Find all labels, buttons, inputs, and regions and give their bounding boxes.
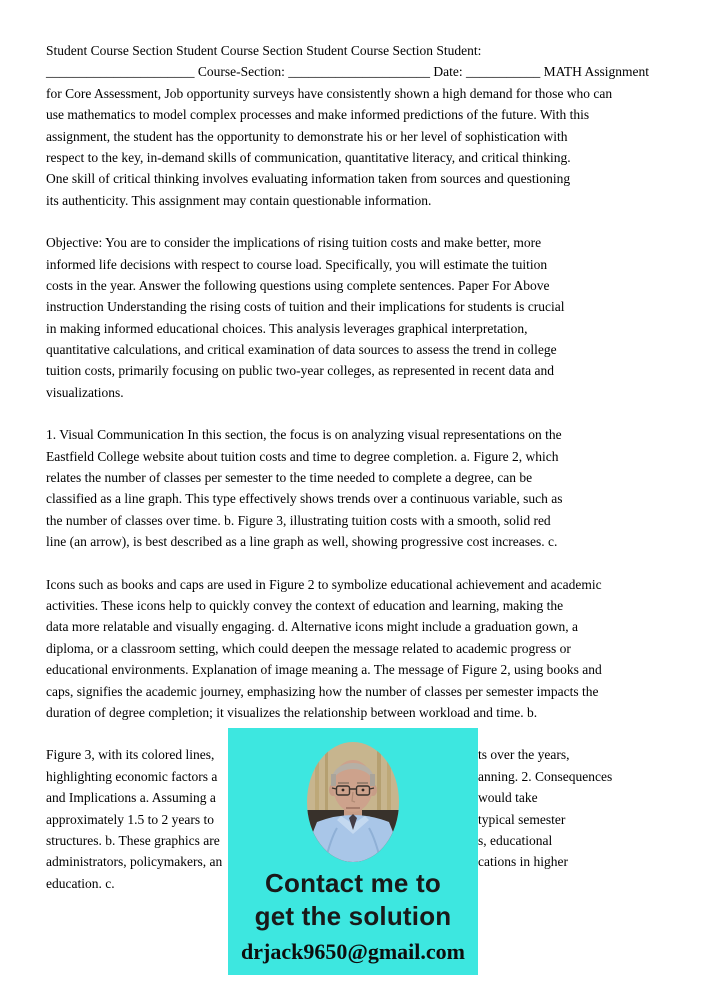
text-line: duration of degree completion; it visualizes the relationship between workload and time. b. [46,704,538,720]
paragraph-4 [46,574,708,724]
paragraph-1 [46,40,708,211]
text-line: Icons such as books and caps are used in Figure 2 to symbolize educational achievement and academic [46,576,602,592]
overlay-title-line2: get the solution [254,901,452,931]
text-fragment-left: highlighting economic factors a [46,768,218,784]
text-fragment-left: Figure 3, with its colored lines, [46,747,215,763]
text-line: activities. These icons help to quickly convey the context of education and learning, making the [46,597,564,613]
text-line: instruction Understanding the rising costs of tuition and their implications for students is crucial [46,299,565,315]
text-line: its authenticity. This assignment may contain questionable information. [46,192,432,208]
text-fragment-right: cations in higher [478,854,568,870]
text-fragment-left: structures. b. These graphics are [46,832,220,848]
text-line: 1. Visual Communication In this section, the focus is on analyzing visual representations on the [46,427,562,443]
text-line: in making informed educational choices. This analysis leverages graphical interpretation, [46,320,528,336]
portrait-photo [307,742,399,862]
text-fragment-left: administrators, policymakers, an [46,854,223,870]
text-fragment-right: ts over the years, [478,747,570,763]
text-fragment-right: typical semester [478,811,566,827]
text-line: Student Course Section Student Course Section Student Course Section Student: [46,43,482,58]
text-line: caps, signifies the academic journey, emphasizing how the number of classes per semester impacts the [46,683,599,699]
paragraph-2 [46,232,708,403]
text-line: line (an arrow), is best described as a line graph as well, showing progressive cost increases. c. [46,534,558,550]
text-line: assignment, the student has the opportunity to demonstrate his or her level of sophistication with [46,128,568,144]
text-line: educational environments. Explanation of image meaning a. The message of Figure 2, using books and [46,662,602,678]
text-fragment-right: anning. 2. Consequences [478,768,613,784]
text-fragment-left: approximately 1.5 to 2 years to [46,811,214,827]
contact-overlay [228,728,478,975]
text-fragment-right: s, educational [478,832,553,848]
text-line: Eastfield College website about tuition costs and time to degree completion. a. Figure 2, which [46,448,559,464]
paragraph-3 [46,424,708,552]
text-line: relates the number of classes per semester to the time needed to complete a degree, can be [46,470,533,486]
text-fragment-left: education. c. [46,875,115,891]
text-line: Objective: You are to consider the implications of rising tuition costs and make better, more [46,235,542,251]
text-line: for Core Assessment, Job opportunity surveys have consistently shown a high demand for those who can [46,85,613,101]
text-line: diploma, or a classroom setting, which could deepen the message related to academic progress or [46,640,571,656]
text-fragment-right: would take [478,790,538,806]
overlay-email: drjack9650@gmail.com [241,939,465,964]
text-line: use mathematics to model complex processes and make informed predictions of the future. With this [46,107,590,123]
text-line: quantitative calculations, and critical examination of data sources to assess the trend in college [46,342,557,358]
text-line: informed life decisions with respect to course load. Specifically, you will estimate the tuition [46,256,548,272]
portrait-photo-graphic [307,742,399,862]
text-fragment-left: and Implications a. Assuming a [46,790,216,806]
text-line: One skill of critical thinking involves evaluating information taken from sources and questioning [46,171,571,187]
text-line: costs in the year. Answer the following questions using complete sentences. Paper For Above [46,277,550,293]
text-line: ______________________ Course-Section: _____________________ Date: ___________ MATH Assignment [46,64,649,80]
text-line: tuition costs, primarily focusing on public two-year colleges, as represented in recent data and [46,363,554,379]
text-line: visualizations. [46,384,124,400]
text-line: classified as a line graph. This type effectively shows trends over a continuous variable, such as [46,491,563,507]
overlay-title-line1: Contact me to [265,868,441,898]
text-line: the number of classes over time. b. Figure 3, illustrating tuition costs with a smooth, solid red [46,512,551,528]
text-line: respect to the key, in-demand skills of communication, quantitative literacy, and critical thinking. [46,149,571,165]
text-line: data more relatable and visually engaging. d. Alternative icons might include a graduation gown, a [46,619,578,635]
